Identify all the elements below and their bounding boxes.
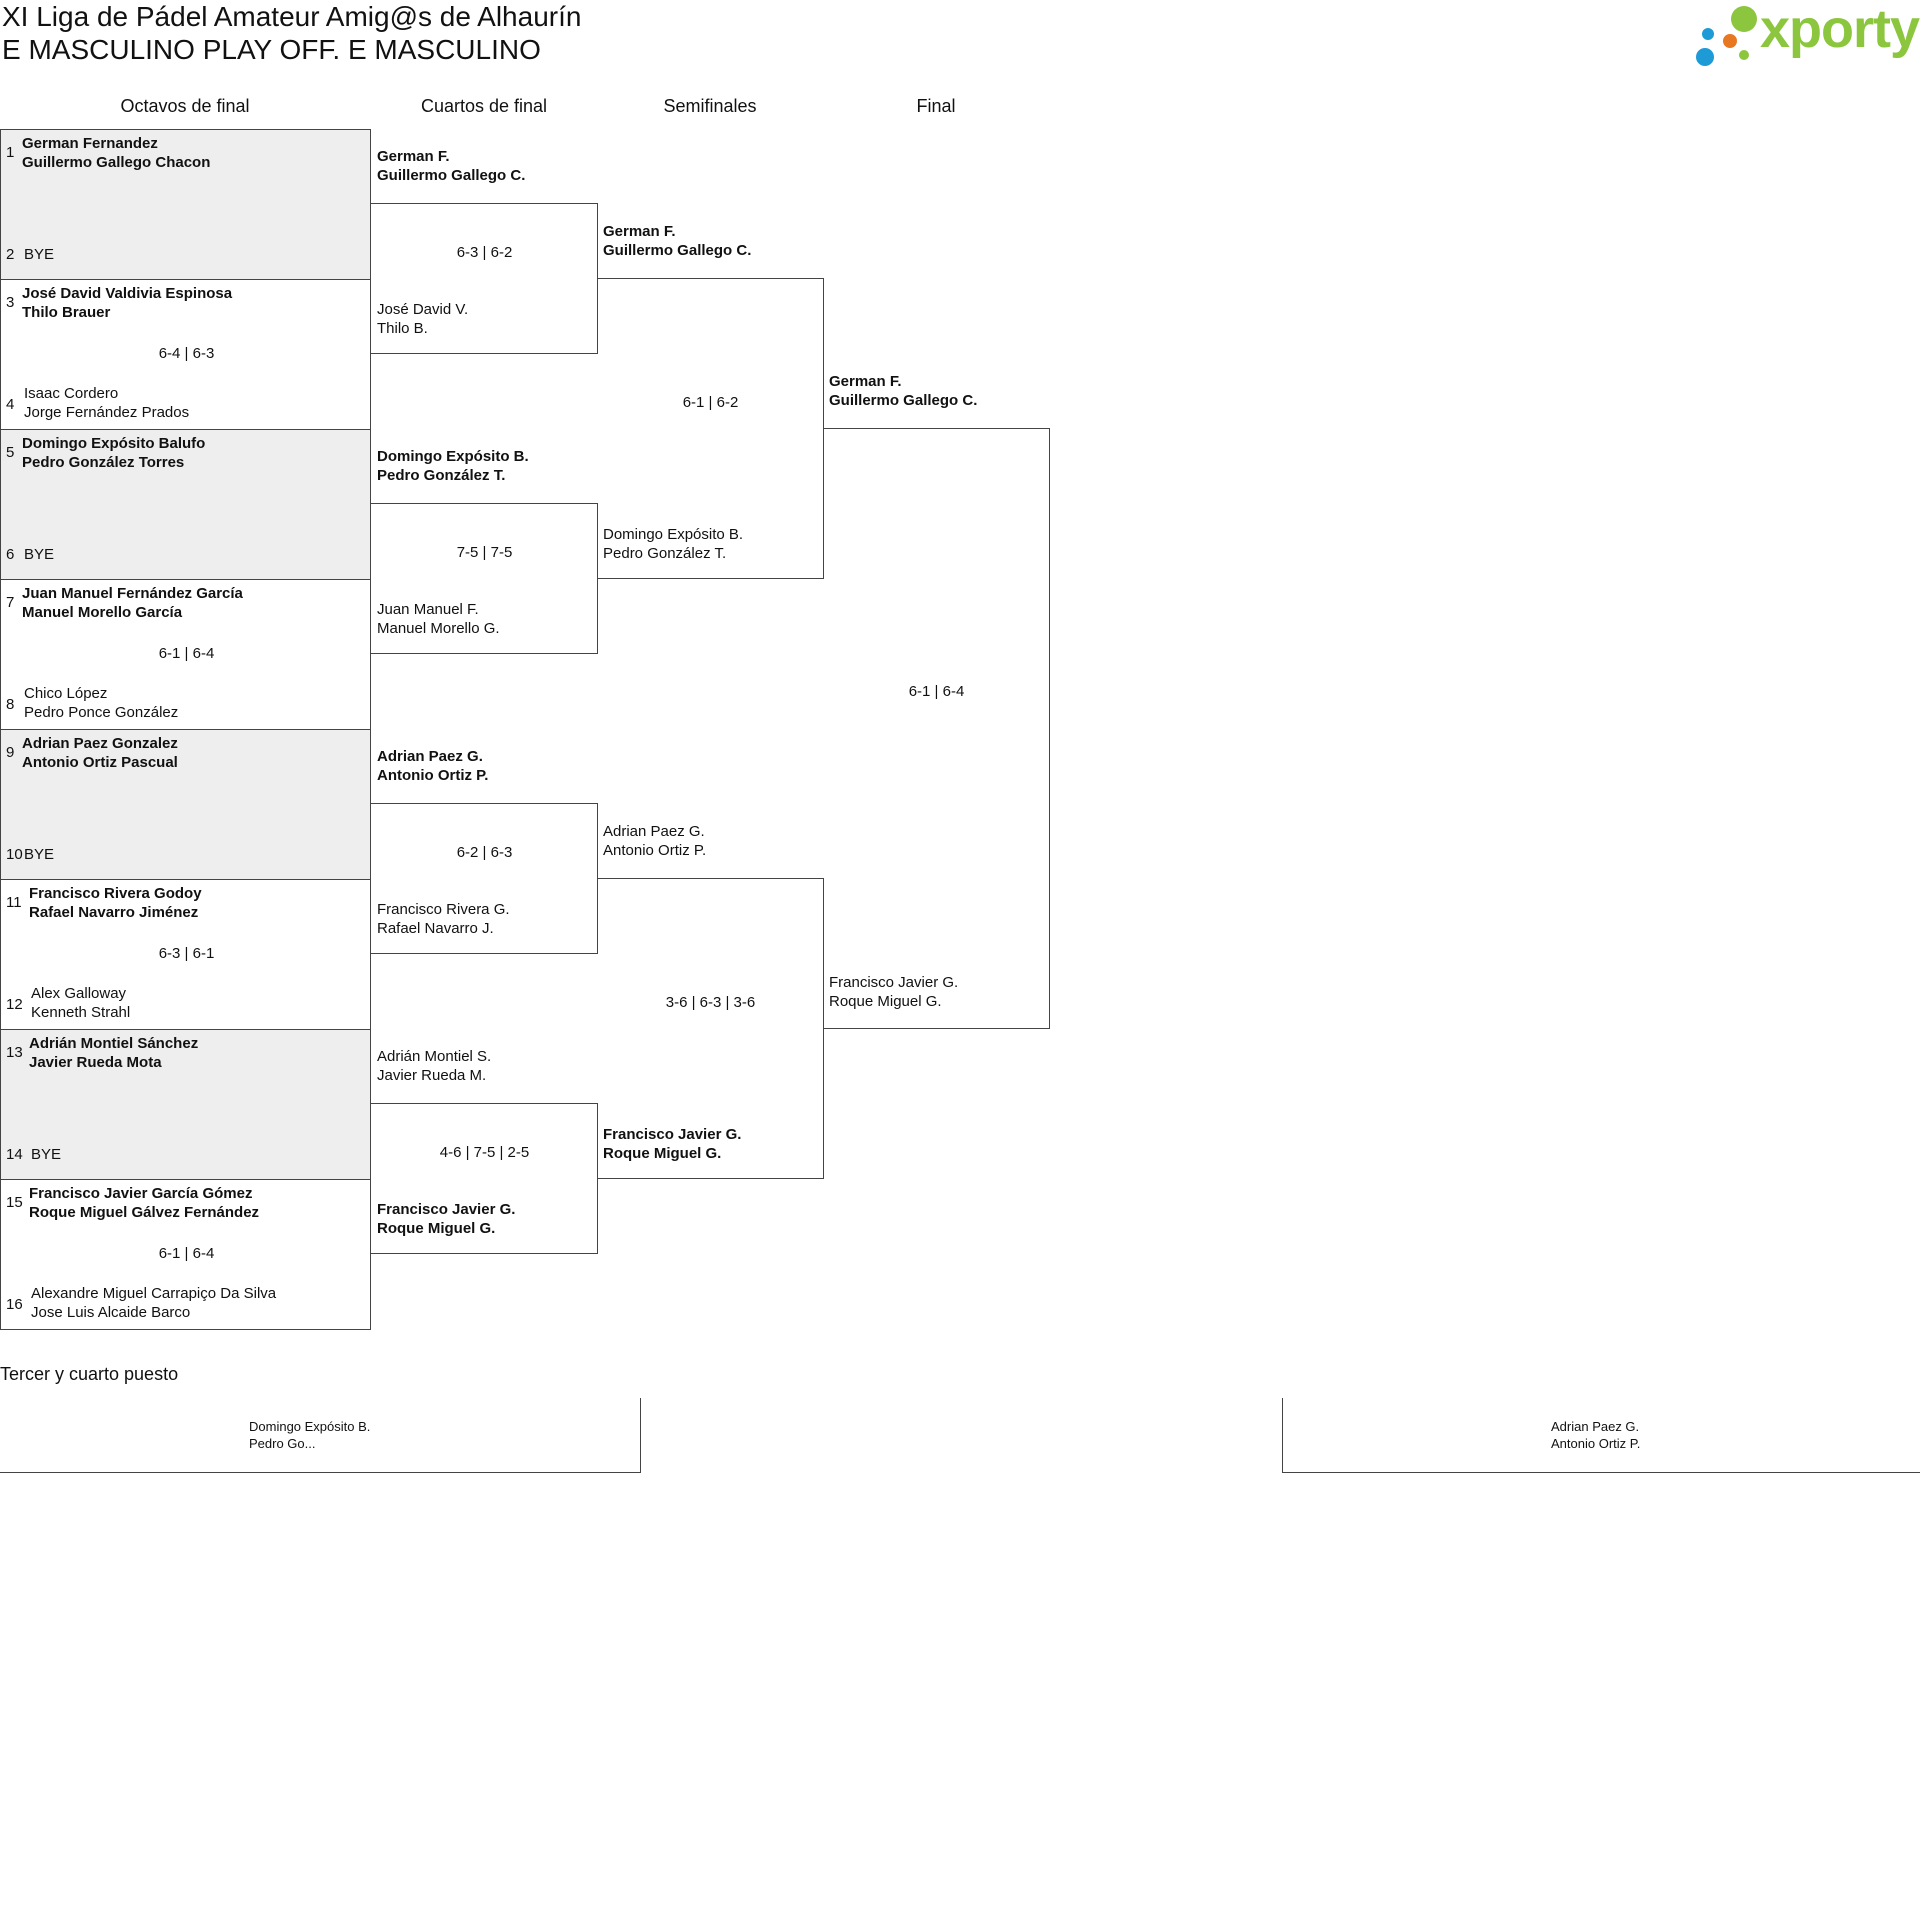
player-name: Francisco Rivera Godoy <box>29 885 202 902</box>
player-name: Pedro González T. <box>377 467 506 484</box>
player-name: Thilo B. <box>377 320 428 337</box>
third-place-left-box[interactable] <box>0 1398 641 1473</box>
bye-label: BYE <box>24 546 55 563</box>
player-name: Domingo Expósito B. <box>377 448 529 465</box>
player-name: Pedro González Torres <box>22 454 185 471</box>
third-place-right-player1: Adrian Paez G. <box>1551 1419 1640 1434</box>
octavos-match[interactable] <box>0 129 371 280</box>
logo-text: xporty <box>1760 0 1920 59</box>
player-name: Guillermo Gallego Chacon <box>22 154 211 171</box>
player-name: José David V. <box>377 301 469 318</box>
seed-number: 1 <box>6 144 15 161</box>
player-name: Alex Galloway <box>31 985 127 1002</box>
player-name: Domingo Expósito Balufo <box>22 435 206 452</box>
octavos-match[interactable] <box>0 429 371 580</box>
match-score: 6-4 | 6-3 <box>158 345 215 362</box>
round-header-final: Final <box>916 96 956 116</box>
player-name: Adrian Paez G. <box>603 823 705 840</box>
player-name: Francisco Javier G. <box>377 1201 516 1218</box>
seed-number: 15 <box>6 1194 23 1211</box>
match-score: 6-2 | 6-3 <box>456 844 513 861</box>
seed-number: 13 <box>6 1044 23 1061</box>
player-name: Roque Miguel G. <box>603 1145 722 1162</box>
round-header-semifinales: Semifinales <box>663 96 757 116</box>
player-name: Alexandre Miguel Carrapiço Da Silva <box>31 1285 277 1302</box>
bye-label: BYE <box>24 846 55 863</box>
seed-number: 2 <box>6 246 15 263</box>
third-place-right-player2: Antonio Ortiz P. <box>1551 1436 1641 1451</box>
bye-label: BYE <box>24 246 55 263</box>
player-name: Francisco Javier García Gómez <box>29 1185 253 1202</box>
player-name: Adrian Paez G. <box>377 748 483 765</box>
seed-number: 11 <box>6 894 22 911</box>
player-name: Juan Manuel F. <box>377 601 479 618</box>
match-score: 4-6 | 7-5 | 2-5 <box>439 1144 530 1161</box>
player-name: Guillermo Gallego C. <box>377 167 526 184</box>
player-name: Antonio Ortiz P. <box>603 842 707 859</box>
player-name: Roque Miguel G. <box>377 1220 496 1237</box>
player-name: Juan Manuel Fernández García <box>22 585 243 602</box>
player-name: Pedro González T. <box>603 545 727 562</box>
page-title: XI Liga de Pádel Amateur Amig@s de Alhaurín <box>2 1 582 32</box>
seed-number: 5 <box>6 444 15 461</box>
player-name: Guillermo Gallego C. <box>603 242 752 259</box>
player-name: Adrián Montiel S. <box>377 1048 492 1065</box>
player-name: German F. <box>377 148 450 165</box>
final-connector[interactable] <box>823 428 1050 1029</box>
player-name: Rafael Navarro Jiménez <box>29 904 199 921</box>
third-place-left-player1: Domingo Expósito B. <box>249 1419 371 1434</box>
seed-number: 16 <box>6 1296 23 1313</box>
match-score: 6-3 | 6-2 <box>456 244 513 261</box>
xporty-logo[interactable] <box>1695 0 1920 68</box>
player-name: Javier Rueda Mota <box>29 1054 162 1071</box>
player-name: Rafael Navarro J. <box>377 920 494 937</box>
seed-number: 7 <box>6 594 15 611</box>
seed-number: 3 <box>6 294 15 311</box>
octavos-match[interactable] <box>0 279 371 430</box>
seed-number: 6 <box>6 546 15 563</box>
seed-number: 10 <box>6 846 23 863</box>
player-name: Francisco Rivera G. <box>377 901 510 918</box>
player-name: Chico López <box>24 685 108 702</box>
player-name: Thilo Brauer <box>22 304 111 321</box>
seed-number: 14 <box>6 1146 23 1163</box>
seed-number: 12 <box>6 996 23 1013</box>
player-name: Pedro Ponce González <box>24 704 179 721</box>
player-name: Kenneth Strahl <box>31 1004 131 1021</box>
seed-number: 9 <box>6 744 15 761</box>
bye-label: BYE <box>31 1146 62 1163</box>
player-name: Jorge Fernández Prados <box>24 404 190 421</box>
seed-number: 4 <box>6 396 15 413</box>
octavos-match[interactable] <box>0 1179 371 1330</box>
player-name: José David Valdivia Espinosa <box>22 285 233 302</box>
octavos-match[interactable] <box>0 729 371 880</box>
player-name: Antonio Ortiz P. <box>377 767 489 784</box>
player-name: German F. <box>603 223 676 240</box>
seed-number: 8 <box>6 696 15 713</box>
octavos-match[interactable] <box>0 879 371 1030</box>
match-score: 6-1 | 6-4 <box>908 683 965 700</box>
player-name: Antonio Ortiz Pascual <box>22 754 178 771</box>
player-name: Adrian Paez Gonzalez <box>22 735 178 752</box>
player-name: Manuel Morello G. <box>377 620 500 637</box>
player-name: Roque Miguel Gálvez Fernández <box>29 1204 260 1221</box>
match-score: 6-1 | 6-4 <box>158 1245 215 1262</box>
match-score: 6-1 | 6-4 <box>158 645 215 662</box>
player-name: Isaac Cordero <box>24 385 119 402</box>
match-score: 6-3 | 6-1 <box>158 945 215 962</box>
player-name: Manuel Morello García <box>22 604 183 621</box>
player-name: German Fernandez <box>22 135 158 152</box>
player-name: Francisco Javier G. <box>603 1126 742 1143</box>
player-name: Jose Luis Alcaide Barco <box>31 1304 191 1321</box>
third-place-left-player2: Pedro Go... <box>249 1436 316 1451</box>
player-name: German F. <box>829 373 902 390</box>
match-score: 7-5 | 7-5 <box>456 544 513 561</box>
player-name: Francisco Javier G. <box>829 974 959 991</box>
player-name: Domingo Expósito B. <box>603 526 744 543</box>
match-score: 6-1 | 6-2 <box>682 394 739 411</box>
match-score: 3-6 | 6-3 | 3-6 <box>665 994 756 1011</box>
octavos-match[interactable] <box>0 579 371 730</box>
third-place-right-box[interactable] <box>1282 1398 1920 1473</box>
player-name: Guillermo Gallego C. <box>829 392 978 409</box>
player-name: Adrián Montiel Sánchez <box>29 1035 199 1052</box>
player-name: Javier Rueda M. <box>377 1067 487 1084</box>
octavos-match[interactable] <box>0 1029 371 1180</box>
round-header-cuartos: Cuartos de final <box>420 96 548 116</box>
player-name: Roque Miguel G. <box>829 993 942 1010</box>
page-subtitle: E MASCULINO PLAY OFF. E MASCULINO <box>2 34 541 65</box>
round-header-octavos: Octavos de final <box>120 96 250 116</box>
third-place-heading: Tercer y cuarto puesto <box>0 1364 179 1384</box>
